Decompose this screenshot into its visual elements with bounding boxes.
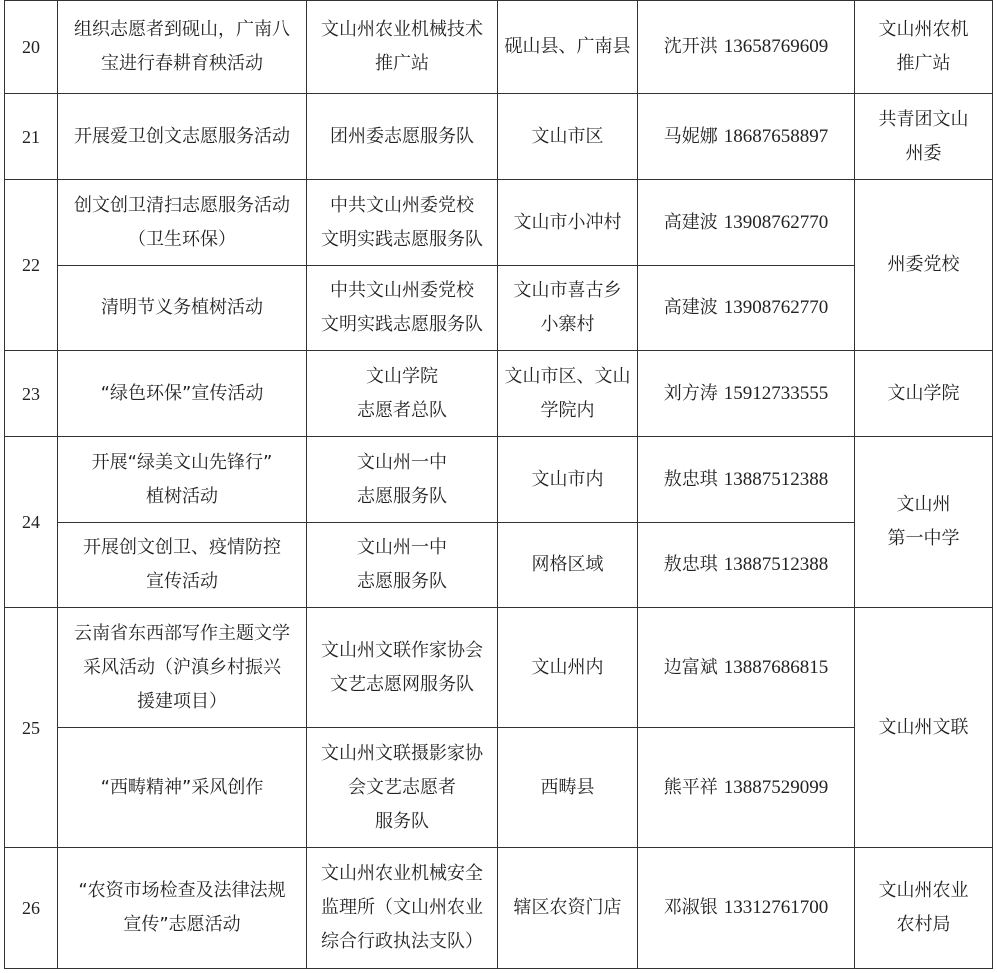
unit-cell (855, 1, 993, 94)
activity-cell-line: 援建项目） (137, 690, 227, 712)
unit-cell-line: 共青团文山 (878, 108, 969, 130)
contact-cell (638, 523, 855, 608)
team-cell-line: 推广站 (375, 53, 429, 74)
table-row (5, 608, 993, 728)
activity-cell (58, 351, 307, 437)
contact-phone: 13887512388 (723, 468, 829, 490)
team-cell-line: 志愿服务队 (357, 571, 447, 592)
team-cell (307, 94, 498, 180)
unit-cell (855, 437, 993, 608)
place-cell-line: 学院内 (540, 399, 595, 421)
team-cell-line: 文山州农业机械技术 (321, 19, 483, 40)
place-cell (498, 94, 638, 180)
unit-cell (855, 94, 993, 180)
activity-cell-line: 宣传”志愿活动 (123, 914, 241, 935)
activity-cell-line: 宣传活动 (146, 571, 218, 592)
seq-number: 22 (5, 180, 58, 351)
activity-cell-line: 植树活动 (146, 485, 218, 507)
contact-cell (638, 608, 855, 728)
team-cell (307, 266, 498, 351)
table-row (5, 1, 993, 94)
contact-cell (638, 180, 855, 266)
contact-phone: 13312761700 (723, 897, 829, 918)
team-cell-line: 会文艺志愿者 (348, 776, 456, 798)
activity-cell-line: （卫生环保） (128, 228, 236, 250)
contact-person: 邓淑银 (663, 897, 718, 918)
team-cell-line: 文艺志愿网服务队 (330, 673, 474, 695)
place-cell (498, 437, 638, 523)
contact-person: 熊平祥 (663, 776, 718, 798)
team-cell (307, 848, 498, 969)
team-cell-line: 文明实践志愿服务队 (321, 228, 483, 250)
table-row (5, 94, 993, 180)
contact-phone: 15912733555 (723, 382, 829, 404)
contact-cell (638, 1, 855, 94)
volunteer-activity-table (4, 0, 993, 969)
seq-number: 20 (5, 1, 58, 94)
table-row (5, 437, 993, 523)
team-cell (307, 437, 498, 523)
activity-cell (58, 608, 307, 728)
activity-cell (58, 180, 307, 266)
team-cell (307, 180, 498, 266)
place-cell-line: 文山市内 (531, 468, 604, 490)
place-cell (498, 266, 638, 351)
table-row (5, 266, 993, 351)
team-cell-line: 志愿服务队 (357, 485, 447, 507)
contact-person: 敖忠琪 (663, 554, 718, 575)
contact-phone: 13908762770 (723, 297, 829, 318)
contact-person: 高建波 (663, 211, 718, 233)
team-cell-line: 文明实践志愿服务队 (321, 314, 483, 335)
activity-cell-line: 组织志愿者到砚山，广南八 (74, 19, 290, 40)
team-cell-line: 综合行政执法支队） (321, 931, 483, 952)
contact-cell (638, 266, 855, 351)
place-cell-line: 辖区农资门店 (513, 897, 622, 918)
table-row (5, 180, 993, 266)
activity-cell (58, 1, 307, 94)
contact-phone: 13887529099 (723, 776, 829, 798)
contact-cell (638, 351, 855, 437)
unit-cell (855, 848, 993, 969)
contact-cell (638, 728, 855, 848)
table-row (5, 848, 993, 969)
activity-cell-line: 创文创卫清扫志愿服务活动 (74, 194, 290, 216)
place-cell-line: 文山市小冲村 (513, 211, 622, 233)
team-cell-line: 文山州一中 (357, 537, 447, 558)
activity-cell-line: 开展创文创卫、疫情防控 (83, 537, 281, 558)
unit-cell-line: 州委 (905, 142, 942, 164)
team-cell (307, 728, 498, 848)
contact-person: 马妮娜 (663, 125, 718, 147)
activity-cell-line: “西畴精神”采风创作 (100, 776, 264, 798)
unit-cell-line: 文山学院 (887, 382, 960, 404)
team-cell-line: 文山州文联摄影家协 (321, 742, 483, 764)
place-cell-line: 文山市区、文山 (504, 365, 631, 387)
team-cell-line: 文山州农业机械安全 (321, 863, 483, 884)
unit-cell-line: 推广站 (896, 53, 951, 74)
team-cell-line: 文山州文联作家协会 (321, 639, 483, 661)
unit-cell-line: 州委党校 (887, 254, 960, 275)
activity-cell (58, 728, 307, 848)
unit-cell-line: 农村局 (896, 914, 951, 935)
contact-phone: 18687658897 (723, 125, 829, 147)
seq-number: 21 (5, 94, 58, 180)
team-cell-line: 团州委志愿服务队 (330, 125, 474, 147)
place-cell-line: 砚山县、广南县 (504, 36, 631, 57)
place-cell-line: 文山市区 (531, 125, 604, 147)
team-cell-line: 中共文山州委党校 (330, 280, 474, 301)
place-cell-line: 小寨村 (540, 314, 595, 335)
place-cell (498, 1, 638, 94)
seq-number: 24 (5, 437, 58, 608)
activity-cell-line: 宝进行春耕育秧活动 (101, 53, 263, 74)
team-cell (307, 608, 498, 728)
contact-phone: 13887686815 (723, 656, 829, 678)
contact-person: 敖忠琪 (663, 468, 718, 490)
team-cell-line: 监理所（文山州农业 (321, 897, 483, 918)
team-cell (307, 351, 498, 437)
team-cell-line: 中共文山州委党校 (330, 194, 474, 216)
unit-cell-line: 文山州 (896, 494, 951, 515)
activity-cell (58, 266, 307, 351)
contact-person: 高建波 (663, 297, 718, 318)
unit-cell-line: 文山州农业 (878, 880, 969, 901)
place-cell (498, 728, 638, 848)
contact-cell (638, 848, 855, 969)
contact-cell (638, 437, 855, 523)
team-cell (307, 523, 498, 608)
place-cell (498, 523, 638, 608)
unit-cell-line: 文山州农机 (878, 19, 969, 40)
activity-cell (58, 437, 307, 523)
activity-cell-line: “绿色环保”宣传活动 (100, 382, 264, 404)
team-cell-line: 文山学院 (366, 365, 438, 387)
activity-cell (58, 523, 307, 608)
unit-cell (855, 608, 993, 848)
team-cell-line: 志愿者总队 (357, 399, 447, 421)
place-cell (498, 351, 638, 437)
activity-cell-line: 开展爱卫创文志愿服务活动 (74, 125, 290, 147)
contact-cell (638, 94, 855, 180)
unit-cell-line: 文山州文联 (878, 716, 969, 738)
table-row (5, 351, 993, 437)
place-cell-line: 文山市喜古乡 (513, 280, 622, 301)
activity-cell-line: 采风活动（沪滇乡村振兴 (83, 656, 281, 678)
seq-number: 25 (5, 608, 58, 848)
contact-person: 沈开洪 (663, 36, 718, 57)
unit-cell (855, 180, 993, 351)
contact-person: 边富斌 (663, 656, 718, 678)
contact-phone: 13908762770 (723, 211, 829, 233)
activity-cell-line: “农资市场检查及法律法规 (78, 880, 286, 901)
team-cell-line: 服务队 (375, 810, 429, 832)
table-row (5, 728, 993, 848)
seq-number: 23 (5, 351, 58, 437)
contact-person: 刘方涛 (663, 382, 718, 404)
contact-phone: 13887512388 (723, 554, 829, 575)
contact-phone: 13658769609 (723, 36, 829, 57)
seq-number: 26 (5, 848, 58, 969)
activity-cell-line: 开展“绿美文山先锋行” (91, 451, 273, 473)
place-cell (498, 848, 638, 969)
unit-cell (855, 351, 993, 437)
place-cell-line: 文山州内 (531, 656, 604, 678)
unit-cell-line: 第一中学 (887, 528, 960, 549)
place-cell (498, 180, 638, 266)
activity-cell-line: 清明节义务植树活动 (101, 297, 263, 318)
activity-cell-line: 云南省东西部写作主题文学 (74, 622, 290, 644)
team-cell (307, 1, 498, 94)
table-row (5, 523, 993, 608)
place-cell (498, 608, 638, 728)
team-cell-line: 文山州一中 (357, 451, 447, 473)
place-cell-line: 网格区域 (531, 554, 604, 575)
place-cell-line: 西畴县 (540, 776, 595, 798)
activity-cell (58, 94, 307, 180)
activity-cell (58, 848, 307, 969)
